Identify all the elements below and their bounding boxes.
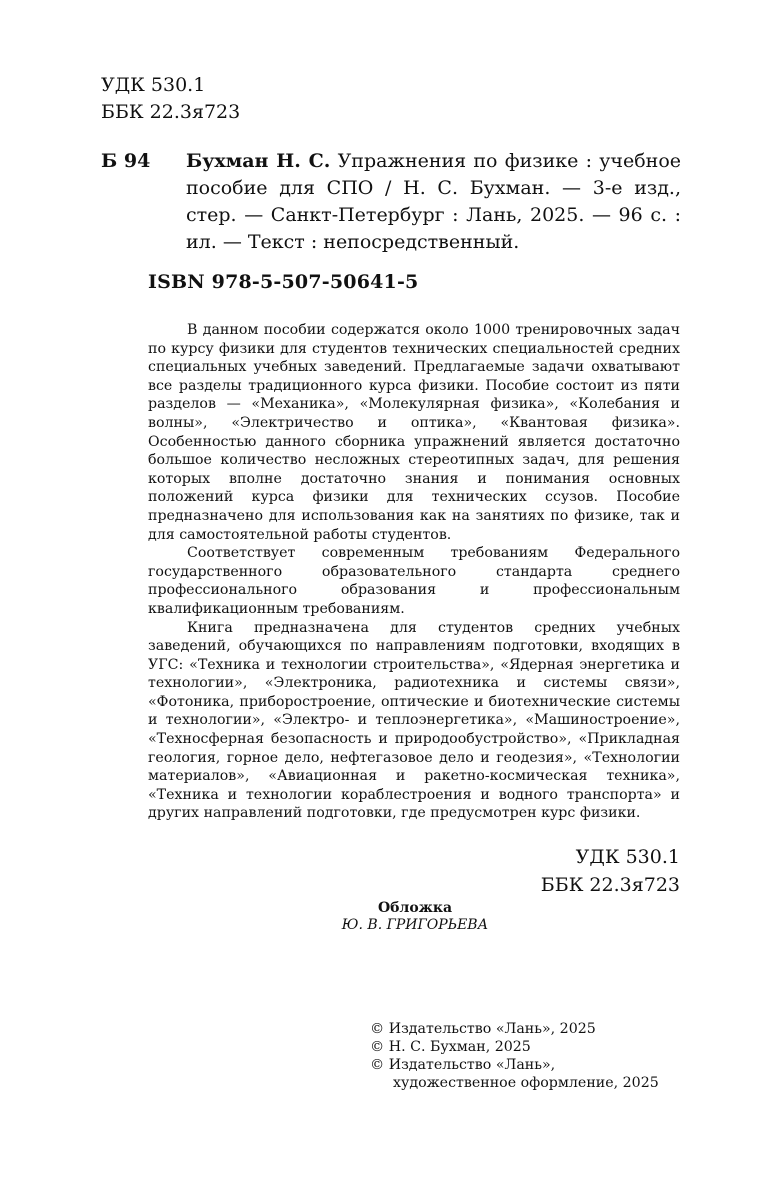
copyright-block (370, 1020, 659, 1092)
copyright-line: © Издательство «Лань», (370, 1057, 556, 1073)
cover-designer: Ю. В. ГРИГОРЬЕВА (341, 917, 489, 933)
author-name: Бухман Н. С. (186, 150, 331, 172)
bibliographic-description (186, 148, 681, 256)
annotation-paragraph: Книга предназначена для студентов средних учебных заведений, обучающихся по направлениям подготовки, входящих в УГС: «Техника и технологии строительства», «Ядерная энергетика и технологии», «Электроника, радиотехника и системы связи», «Фотоника, приборостроение, оптические и биотехнические системы и технологии», «Электро- и теплоэнергетика», «Машиностроение», «Техносферная безопасность и природообустройство», «Прикладная геология, горное дело, нефтегазовое дело и геодезия», «Технологии материалов», «Авиационная и ракетно-космическая техника», «Техника и технологии кораблестроения и водного транспорта» и других направлений подготовки, где предусмотрен курс физики. (148, 619, 680, 822)
isbn: ISBN 978-5-507-50641-5 (148, 271, 419, 293)
classification-footer (541, 843, 680, 899)
bibliographic-record (101, 148, 681, 256)
copyright-line: © Издательство «Лань», 2025 (370, 1021, 596, 1037)
udk-code-footer: УДК 530.1 (575, 846, 680, 868)
description-text: Упражнения по физике : учебное пособие для СПО / Н. С. Бухман. — 3-е изд., стер. — Санкт-Петербург : Лань, 2025. — 96 с. : ил. — Текст : непосредственный. (186, 150, 681, 253)
annotation-paragraph: Соответствует современным требованиям Федерального государственного образовательного стандарта среднего профессионального образования и профессиональным квалификационным требованиям. (148, 545, 680, 617)
author-sign: Б 94 (101, 150, 151, 172)
bbk-code: ББК 22.3я723 (101, 101, 241, 123)
cover-credit (330, 900, 500, 934)
bbk-code-footer: ББК 22.3я723 (540, 874, 680, 896)
cover-label: Обложка (377, 900, 453, 916)
annotation-paragraph: В данном пособии содержатся около 1000 тренировочных задач по курсу физики для студентов технических специальностей средних специальных учебных заведений. Предлагаемые задачи охватывают все разделы традиционного курса физики. Пособие состоит из пяти разделов — «Механика», «Молекулярная физика», «Колебания и волны», «Электричество и оптика», «Квантовая физика». Особенностью данного сборника упражнений является достаточно большое количество несложных стереотипных задач, для решения которых вполне достаточно знания и понимания основных положений курса физики для технических ссузов. Пособие предназначено для использования как на занятиях по физике, так и для самостоятельной работы студентов. (148, 322, 680, 543)
copyright-line: © Н. С. Бухман, 2025 (370, 1039, 531, 1055)
copyright-line: художественное оформление, 2025 (393, 1075, 659, 1091)
classification-header (101, 72, 240, 126)
annotation (148, 321, 680, 823)
udk-code: УДК 530.1 (101, 74, 206, 96)
